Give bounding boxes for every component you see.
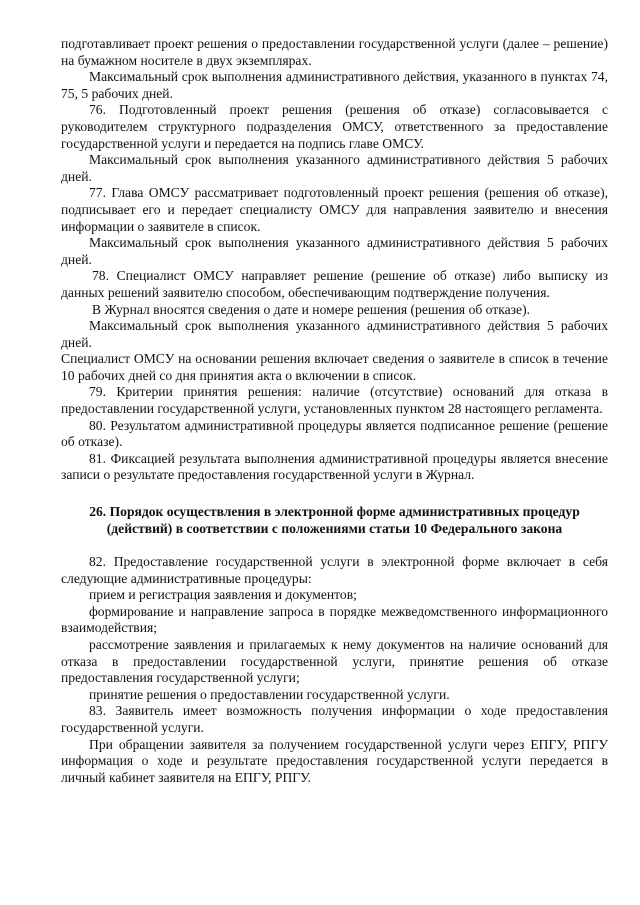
paragraph-79: 79. Критерии принятия решения: наличие (отсутствие) оснований для отказа в предоставлении государственной услуги, установленных пунктом 28 настоящего регламента.	[61, 384, 608, 417]
paragraph-83: 83. Заявитель имеет возможность получения информации о ходе предоставления государственной услуги.	[61, 703, 608, 735]
paragraph-80: 80. Результатом административной процедуры является подписанное решение (решение об отказе).	[61, 417, 608, 450]
list-item: прием и регистрация заявления и документов;	[89, 587, 357, 603]
paragraph-81: 81. Фиксацией результата выполнения административной процедуры является внесение записи о результате предоставления государственной услуги в Журнал.	[61, 450, 608, 483]
list-item: рассмотрение заявления и прилагаемых к нему документов на наличие оснований для отказа в предоставлении государственной услуги, принятие решения об отказе предоставления государственной услуги;	[61, 637, 608, 686]
section-heading: 26. Порядок осуществления в электронной форме административных процедур (действий) в соответствии с положениями статьи 10 Федерального закона	[89, 504, 580, 537]
paragraph-77: 77. Глава ОМСУ рассматривает подготовленный проект решения (решения об отказе), подписывает его и передает специалисту ОМСУ для направления заявителю и внесения информации о заявителе в список.	[61, 185, 608, 234]
paragraph-deadline: Максимальный срок выполнения указанного административного действия 5 рабочих дней.	[61, 152, 608, 184]
paragraph-epgu: При обращении заявителя за получением государственной услуги через ЕПГУ, РПГУ информация о ходе и результате предоставления государственной услуги передается в личный кабинет заявителя на ЕПГУ, РПГУ.	[61, 736, 608, 785]
paragraph-continuation: подготавливает проект решения о предоставлении государственной услуги (далее – решение) на бумажном носителе в двух экземплярах.	[61, 36, 608, 68]
paragraph-deadline: Максимальный срок выполнения указанного административного действия 5 рабочих дней.	[61, 318, 608, 350]
paragraph-76: 76. Подготовленный проект решения (решения об отказе) согласовывается с руководителем структурного подразделения ОМСУ, ответственного за предоставление государственной услуги и передается на подпись главе ОМСУ.	[61, 102, 608, 151]
list-item: принятие решения о предоставлении государственной услуги.	[89, 686, 450, 702]
paragraph-deadline: Максимальный срок выполнения административного действия, указанного в пунктах 74, 75, 5 рабочих дней.	[61, 69, 608, 101]
paragraph-82: 82. Предоставление государственной услуги в электронной форме включает в себя следующие административные процедуры:	[61, 554, 608, 586]
paragraph-specialist: Специалист ОМСУ на основании решения включает сведения о заявителе в список в течение 10 рабочих дней со дня принятия акта о включении в список.	[61, 351, 608, 383]
paragraph-deadline: Максимальный срок выполнения указанного административного действия 5 рабочих дней.	[61, 235, 608, 267]
paragraph-78: 78. Специалист ОМСУ направляет решение (решение об отказе) либо выписку из данных решений заявителю способом, обеспечивающим подтверждение получения.	[61, 268, 608, 300]
paragraph-journal: В Журнал вносятся сведения о дате и номере решения (решения об отказе).	[92, 301, 531, 317]
list-item: формирование и направление запроса в порядке межведомственного информационного взаимодействия;	[61, 603, 608, 636]
